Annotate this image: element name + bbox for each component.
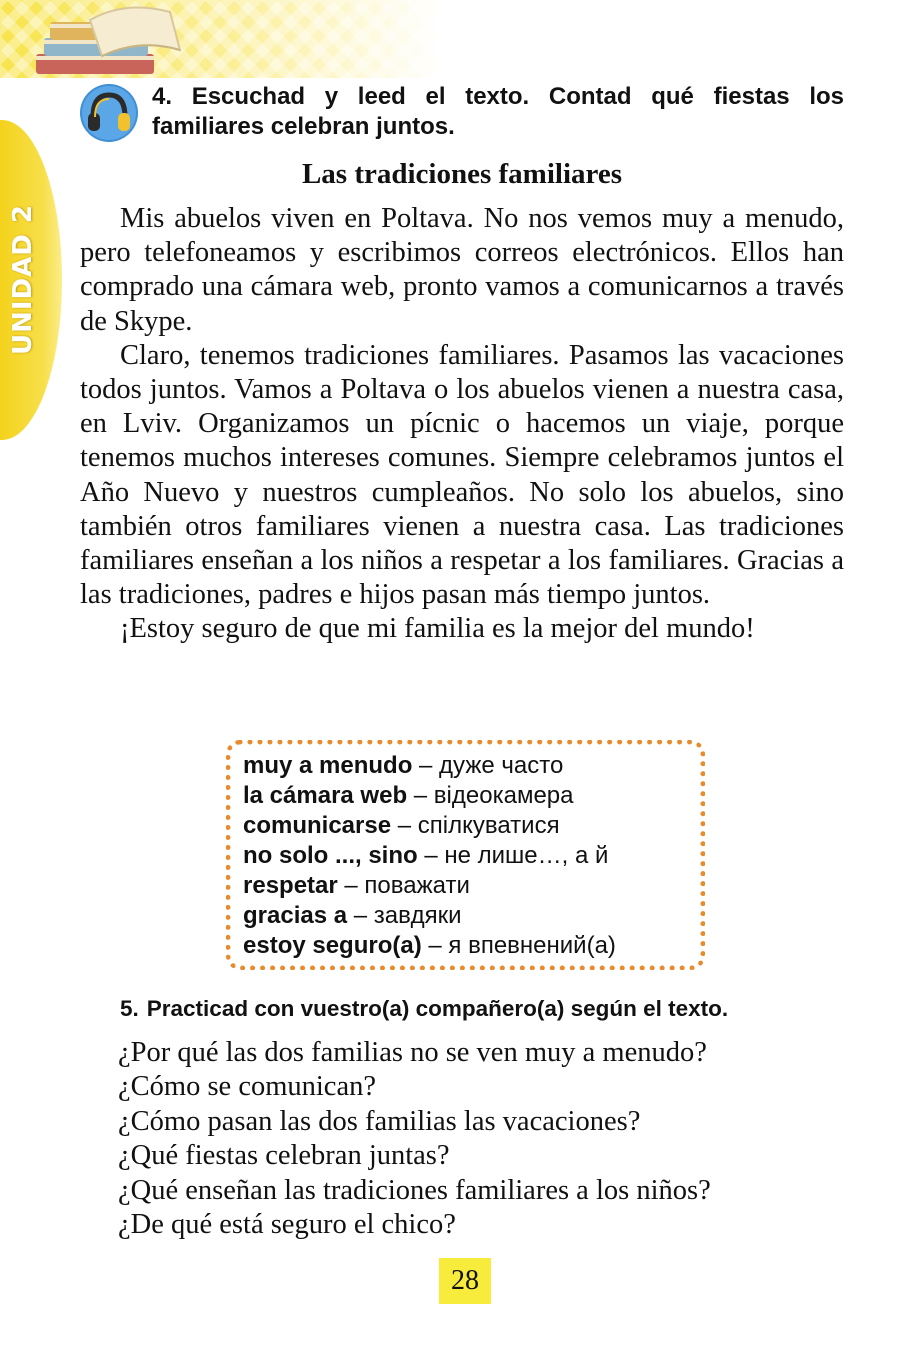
vocabulary-box <box>226 740 705 970</box>
task-4-instruction <box>152 82 844 142</box>
vocabulary-translation: – не лише…, а й <box>417 842 609 869</box>
vocabulary-translation: – дуже часто <box>412 752 564 779</box>
vocabulary-translation: – спілкуватися <box>391 812 560 839</box>
question-item: ¿Qué enseñan las tradiciones familiares a los niños? <box>118 1174 711 1206</box>
vocabulary-item <box>243 811 688 841</box>
vocabulary-item <box>243 931 688 961</box>
task-5-instruction <box>120 996 850 1022</box>
question-item: ¿Qué fiestas celebran juntas? <box>118 1140 450 1172</box>
question-item: ¿Cómo pasan las dos familias las vacaciones? <box>118 1105 641 1137</box>
books-icon <box>30 0 190 80</box>
vocabulary-term: gracias a <box>243 902 348 929</box>
vocabulary-item <box>243 841 688 871</box>
vocabulary-term: no solo ..., sino <box>243 842 418 869</box>
vocabulary-term: comunicarse <box>243 812 392 839</box>
reading-text <box>80 202 844 647</box>
vocabulary-translation: – поважати <box>337 872 470 899</box>
question-item: ¿Por qué las dos familias no se ven muy a menudo? <box>118 1037 707 1068</box>
vocabulary-item <box>243 781 688 811</box>
vocabulary-item <box>243 901 688 931</box>
page-number: 28 <box>439 1258 491 1304</box>
unit-label: UNIDAD 2 <box>8 204 38 355</box>
vocabulary-item <box>243 871 688 901</box>
vocabulary-translation: – я впевнений(а) <box>421 932 616 959</box>
vocabulary-term: la cámara web <box>243 782 408 809</box>
vocabulary-term: respetar <box>243 872 338 899</box>
question-item: ¿Cómo se comunican? <box>118 1071 377 1103</box>
headphones-icon <box>79 83 139 143</box>
vocabulary-term: muy a menudo <box>243 752 413 779</box>
reading-paragraph: Claro, tenemos tradiciones familiares. Pasamos las vacaciones todos juntos. Vamos a Poltava o los abuelos vienen a nuestra casa, en Lviv. Organizamos un pícnic o hacemos un viaje, porque tenemos muchos intereses comunes. Siempre celebramos juntos el Año Nuevo y nuestros cumpleaños. No solo los abuelos, sino también otros familiares vienen a nuestra casa. Las tradiciones familiares enseñan a los niños a respetar a los familiares. Gracias a las tradiciones, padres e hijos pasan más tiempo juntos. <box>80 339 844 611</box>
task-4-text: Escuchad y leed el texto. Contad qué fiestas los familiares celebran juntos. <box>152 83 844 140</box>
reading-paragraph: Mis abuelos viven en Poltava. No nos vemos muy a menudo, pero telefoneamos y escribimos correos electrónicos. Ellos han comprado una cámara web, pronto vamos a comunicarnos a través de Skype. <box>80 203 844 337</box>
task-5-text: Practicad con vuestro(a) compañero(a) según el texto. <box>146 996 729 1021</box>
vocabulary-item <box>243 751 688 781</box>
question-item: ¿De qué está seguro el chico? <box>118 1209 456 1241</box>
reading-paragraph: ¡Estoy seguro de que mi familia es la mejor del mundo! <box>120 613 755 645</box>
task-4-number: 4. <box>152 83 173 110</box>
vocabulary-term: estoy seguro(a) <box>243 932 422 959</box>
vocabulary-translation: – відеокамера <box>407 782 574 809</box>
task-5-number: 5. <box>120 996 139 1021</box>
reading-title: Las tradiciones familiares <box>301 158 623 190</box>
questions-list <box>118 1036 858 1242</box>
vocabulary-translation: – завдяки <box>347 902 462 929</box>
